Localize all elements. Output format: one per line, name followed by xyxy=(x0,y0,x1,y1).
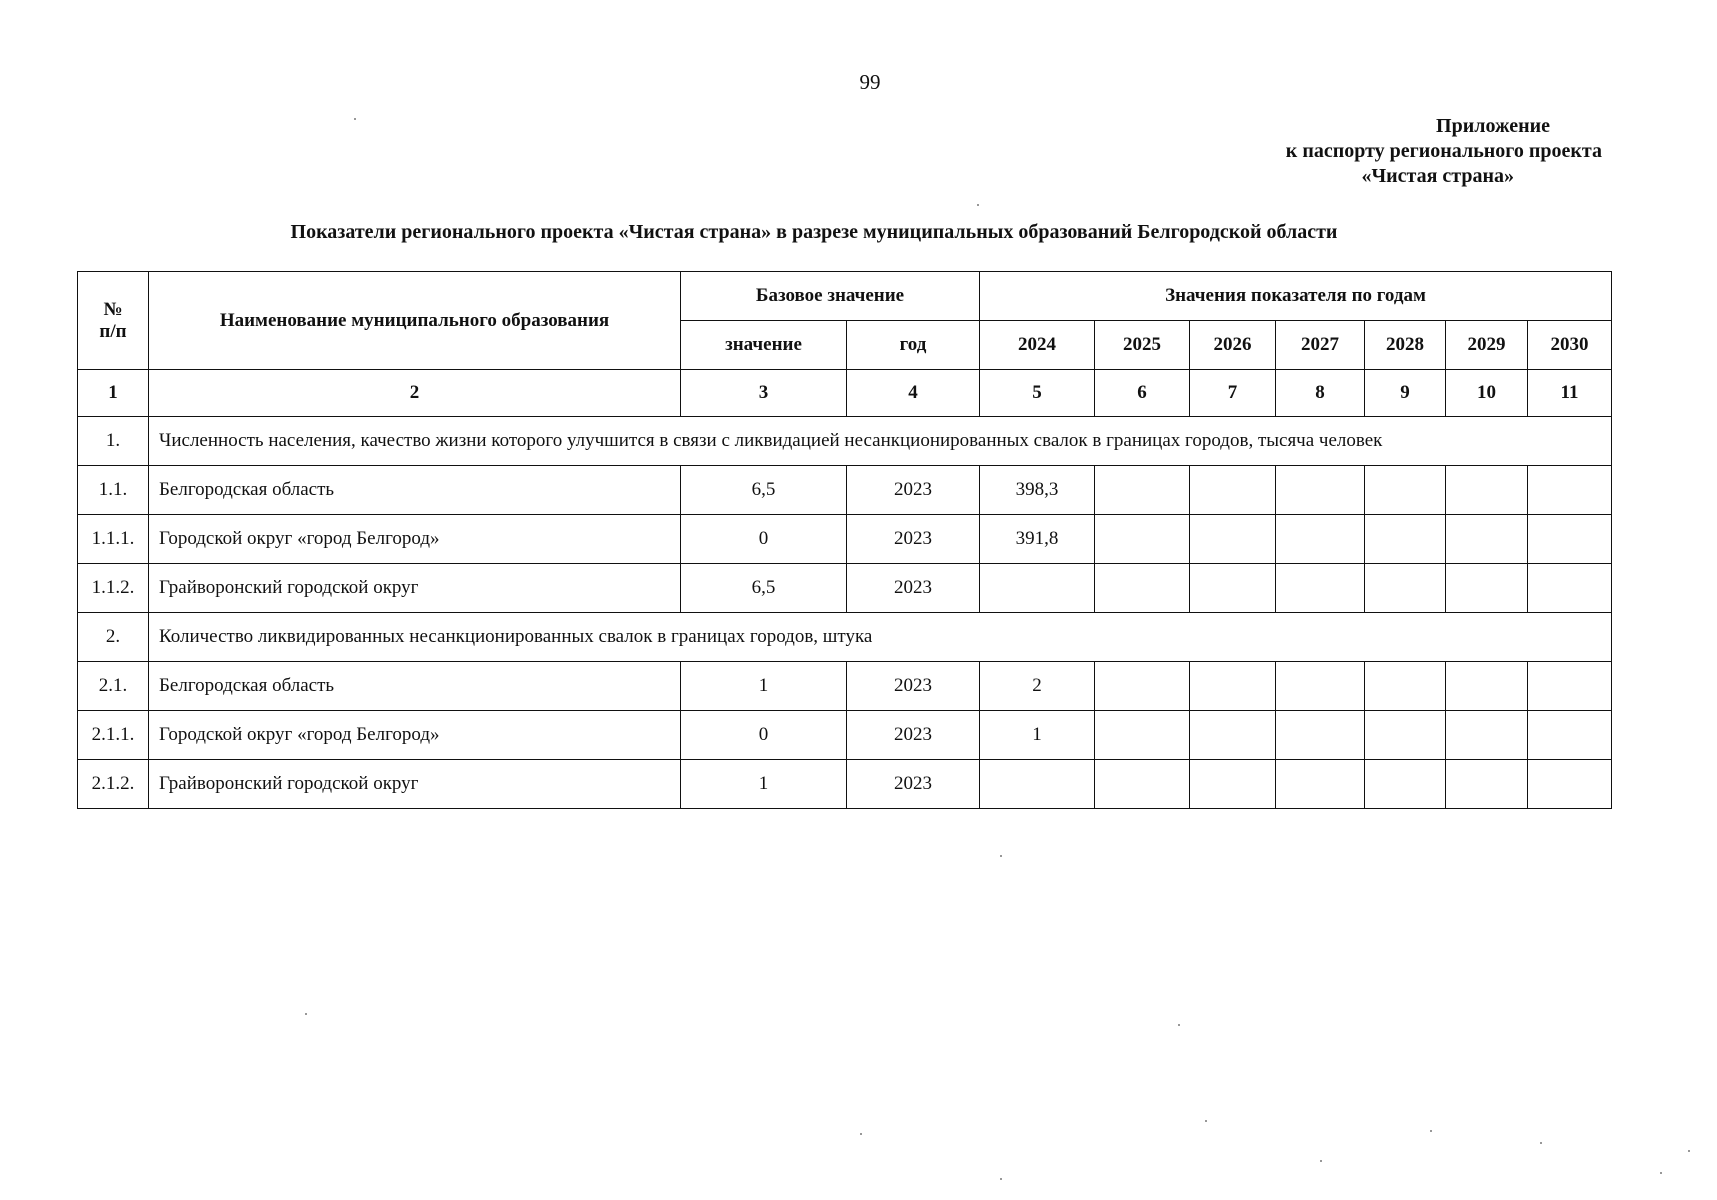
row-num: 2.1. xyxy=(78,662,149,711)
header-base-value: значение xyxy=(681,321,847,370)
page-number: 99 xyxy=(859,70,881,94)
indicator-title: Количество ликвидированных несанкционированных свалок в границах городов, штука xyxy=(149,613,1612,662)
row-value-2026 xyxy=(1190,466,1276,515)
header-year-2024: 2024 xyxy=(980,321,1095,370)
row-value-2025 xyxy=(1095,760,1190,809)
column-number: 8 xyxy=(1276,370,1365,417)
row-value-2030 xyxy=(1528,760,1612,809)
indicator-title: Численность населения, качество жизни которого улучшится в связи с ликвидацией несанкционированных свалок в границах городов, тысяча человек xyxy=(149,417,1612,466)
row-value-2030 xyxy=(1528,662,1612,711)
row-base-value: 1 xyxy=(681,662,847,711)
appendix-line-2: к паспорту регионального проекта xyxy=(1285,140,1602,162)
indicator-row xyxy=(78,613,1612,662)
header-base-group: Базовое значение xyxy=(681,272,980,321)
row-value-2026 xyxy=(1190,662,1276,711)
row-value-2028 xyxy=(1365,515,1446,564)
row-value-2025 xyxy=(1095,466,1190,515)
column-number: 10 xyxy=(1446,370,1528,417)
header-year-2030: 2030 xyxy=(1528,321,1612,370)
column-number-row xyxy=(78,370,1612,417)
header-base-year: год xyxy=(847,321,980,370)
document-title: Показатели регионального проекта «Чистая страна» в разрезе муниципальных образований Белгородской области xyxy=(290,221,1338,243)
row-value-2024: 398,3 xyxy=(980,466,1095,515)
row-value-2028 xyxy=(1365,564,1446,613)
row-base-year: 2023 xyxy=(847,564,980,613)
row-value-2024 xyxy=(980,760,1095,809)
row-value-2026 xyxy=(1190,515,1276,564)
table-row xyxy=(78,711,1612,760)
column-number: 1 xyxy=(78,370,149,417)
row-value-2029 xyxy=(1446,760,1528,809)
row-num: 1.1. xyxy=(78,466,149,515)
row-value-2026 xyxy=(1190,564,1276,613)
header-year-2028: 2028 xyxy=(1365,321,1446,370)
row-value-2029 xyxy=(1446,564,1528,613)
indicator-num: 2. xyxy=(78,613,149,662)
row-value-2027 xyxy=(1276,564,1365,613)
table-row xyxy=(78,662,1612,711)
row-num: 1.1.2. xyxy=(78,564,149,613)
row-base-value: 6,5 xyxy=(681,466,847,515)
row-name: Городской округ «город Белгород» xyxy=(149,515,681,564)
header-name: Наименование муниципального образования xyxy=(149,272,681,370)
column-number: 2 xyxy=(149,370,681,417)
table-row xyxy=(78,466,1612,515)
row-base-year: 2023 xyxy=(847,662,980,711)
row-name: Грайворонский городской округ xyxy=(149,760,681,809)
column-number: 7 xyxy=(1190,370,1276,417)
indicator-num: 1. xyxy=(78,417,149,466)
indicator-row xyxy=(78,417,1612,466)
table-row xyxy=(78,760,1612,809)
row-value-2029 xyxy=(1446,662,1528,711)
row-value-2025 xyxy=(1095,515,1190,564)
row-value-2026 xyxy=(1190,711,1276,760)
table-row xyxy=(78,515,1612,564)
row-num: 2.1.2. xyxy=(78,760,149,809)
column-number: 3 xyxy=(681,370,847,417)
row-value-2027 xyxy=(1276,760,1365,809)
row-name: Городской округ «город Белгород» xyxy=(149,711,681,760)
row-value-2028 xyxy=(1365,760,1446,809)
row-value-2024 xyxy=(980,564,1095,613)
row-value-2029 xyxy=(1446,711,1528,760)
table-row xyxy=(78,564,1612,613)
appendix-line-1: Приложение xyxy=(1436,115,1550,137)
row-value-2027 xyxy=(1276,515,1365,564)
row-value-2029 xyxy=(1446,515,1528,564)
row-value-2028 xyxy=(1365,662,1446,711)
header-num: № п/п xyxy=(78,272,149,370)
row-value-2030 xyxy=(1528,466,1612,515)
header-year-2025: 2025 xyxy=(1095,321,1190,370)
column-number: 6 xyxy=(1095,370,1190,417)
header-years-group: Значения показателя по годам xyxy=(980,272,1612,321)
appendix-line-3: «Чистая страна» xyxy=(1361,165,1514,187)
row-num: 1.1.1. xyxy=(78,515,149,564)
column-number: 9 xyxy=(1365,370,1446,417)
row-value-2025 xyxy=(1095,662,1190,711)
header-year-2029: 2029 xyxy=(1446,321,1528,370)
row-value-2024: 391,8 xyxy=(980,515,1095,564)
indicators-table xyxy=(77,271,1612,809)
row-value-2028 xyxy=(1365,711,1446,760)
row-base-value: 0 xyxy=(681,711,847,760)
column-number: 4 xyxy=(847,370,980,417)
row-value-2027 xyxy=(1276,711,1365,760)
row-value-2024: 1 xyxy=(980,711,1095,760)
row-value-2028 xyxy=(1365,466,1446,515)
column-number: 5 xyxy=(980,370,1095,417)
row-value-2025 xyxy=(1095,711,1190,760)
row-value-2029 xyxy=(1446,466,1528,515)
row-name: Белгородская область xyxy=(149,662,681,711)
row-base-year: 2023 xyxy=(847,515,980,564)
row-name: Грайворонский городской округ xyxy=(149,564,681,613)
row-value-2026 xyxy=(1190,760,1276,809)
row-base-year: 2023 xyxy=(847,711,980,760)
row-base-value: 0 xyxy=(681,515,847,564)
header-year-2027: 2027 xyxy=(1276,321,1365,370)
row-base-year: 2023 xyxy=(847,466,980,515)
row-value-2027 xyxy=(1276,662,1365,711)
row-value-2025 xyxy=(1095,564,1190,613)
row-base-value: 6,5 xyxy=(681,564,847,613)
row-value-2030 xyxy=(1528,564,1612,613)
row-value-2027 xyxy=(1276,466,1365,515)
appendix-heading xyxy=(1182,114,1602,189)
column-number: 11 xyxy=(1528,370,1612,417)
row-num: 2.1.1. xyxy=(78,711,149,760)
row-value-2030 xyxy=(1528,711,1612,760)
row-name: Белгородская область xyxy=(149,466,681,515)
row-base-value: 1 xyxy=(681,760,847,809)
header-year-2026: 2026 xyxy=(1190,321,1276,370)
row-value-2030 xyxy=(1528,515,1612,564)
row-base-year: 2023 xyxy=(847,760,980,809)
row-value-2024: 2 xyxy=(980,662,1095,711)
